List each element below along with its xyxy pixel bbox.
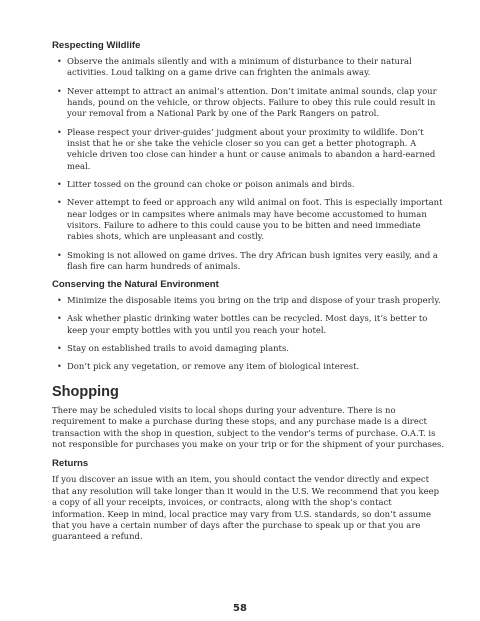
section-shopping [52, 383, 444, 451]
list-item [52, 250, 444, 273]
list-item-text: Minimize the disposable items you bring on the trip and dispose of your trash properly. [67, 295, 441, 306]
heading-shopping: Shopping [52, 383, 119, 400]
section-returns [52, 458, 444, 542]
list-item-text: Litter tossed on the ground can choke or poison animals and birds. [67, 179, 355, 190]
bullet-icon: • [57, 344, 62, 354]
list-item [52, 179, 444, 190]
bullet-icon: • [57, 198, 62, 208]
section-respecting-wildlife [52, 40, 444, 272]
spacer [52, 450, 444, 458]
list-item-text: Never attempt to feed or approach any wild animal on foot. This is especially important near lodges or in campsites where animals may have become accustomed to human visitors. Failure to adhere to this could cause you to be bitten and need immediate rabies shots, which are unpleasant and costly. [67, 197, 443, 242]
environment-list [52, 295, 444, 372]
list-item [52, 313, 444, 336]
list-item [52, 197, 444, 243]
page-number: 58 [233, 603, 247, 614]
list-item-text: Don’t pick any vegetation, or remove any item of biological interest. [67, 361, 360, 372]
list-item [52, 343, 444, 354]
bullet-icon: • [57, 362, 62, 372]
list-item-text: Ask whether plastic drinking water bottles can be recycled. Most days, it’s better to keep your empty bottles with you until you reach your hotel. [67, 313, 428, 335]
heading-conserving-environment: Conserving the Natural Environment [52, 279, 219, 291]
section-conserving-environment [52, 279, 444, 372]
shopping-paragraph: There may be scheduled visits to local shops during your adventure. There is no requirement to make a purchase during these stops, and any purchase made is a direct transaction with the shop in question, subject to the vendor’s terms of purchase. O.A.T. is not responsible for purchases you make on your trip or for the shipment of your purchases. [52, 404, 445, 449]
wildlife-list [52, 56, 444, 272]
list-item-text: Never attempt to attract an animal’s attention. Don’t imitate animal sounds, clap your hands, pound on the vehicle, or throw objects. Failure to obey this rule could result in your removal from a National Park by one of the Park Rangers on patrol. [67, 85, 437, 119]
heading-respecting-wildlife: Respecting Wildlife [52, 40, 141, 51]
bullet-icon: • [57, 314, 62, 324]
list-item-text: Stay on established trails to avoid damaging plants. [67, 343, 289, 354]
list-item [52, 86, 444, 120]
list-item-text: Observe the animals silently and with a minimum of disturbance to their natural activities. Loud talking on a game drive can frighten the animals away. [67, 56, 412, 78]
bullet-icon: • [57, 127, 62, 137]
page-content [52, 40, 444, 543]
bullet-icon: • [57, 250, 62, 260]
bullet-icon: • [57, 86, 62, 96]
returns-paragraph: If you discover an issue with an item, you should contact the vendor directly and expect that any resolution will take longer than it would in the U.S. We recommend that you keep a copy of all your receipts, invoices, or contracts, along with the shop’s contact information. Keep in mind, local practice may vary from U.S. standards, so don’t assume that you have a certain number of days after the purchase to speak up or that you are guaranteed a refund. [52, 474, 440, 542]
list-item [52, 127, 444, 173]
bullet-icon: • [57, 180, 62, 190]
list-item [52, 361, 444, 372]
list-item [52, 56, 444, 79]
list-item [52, 295, 444, 306]
list-item-text: Please respect your driver-guides’ judgment about your proximity to wildlife. Don’t insist that he or she take the vehicle closer so you can get a better photograph. A vehicle driven too close can hinder a hunt or cause animals to abandon a hard-earned meal. [67, 126, 436, 171]
list-item-text: Smoking is not allowed on game drives. The dry African bush ignites very easily, and a flash fire can harm hundreds of animals. [67, 249, 438, 272]
bullet-icon: • [57, 296, 62, 306]
bullet-icon: • [57, 57, 62, 66]
heading-returns: Returns [52, 458, 89, 470]
